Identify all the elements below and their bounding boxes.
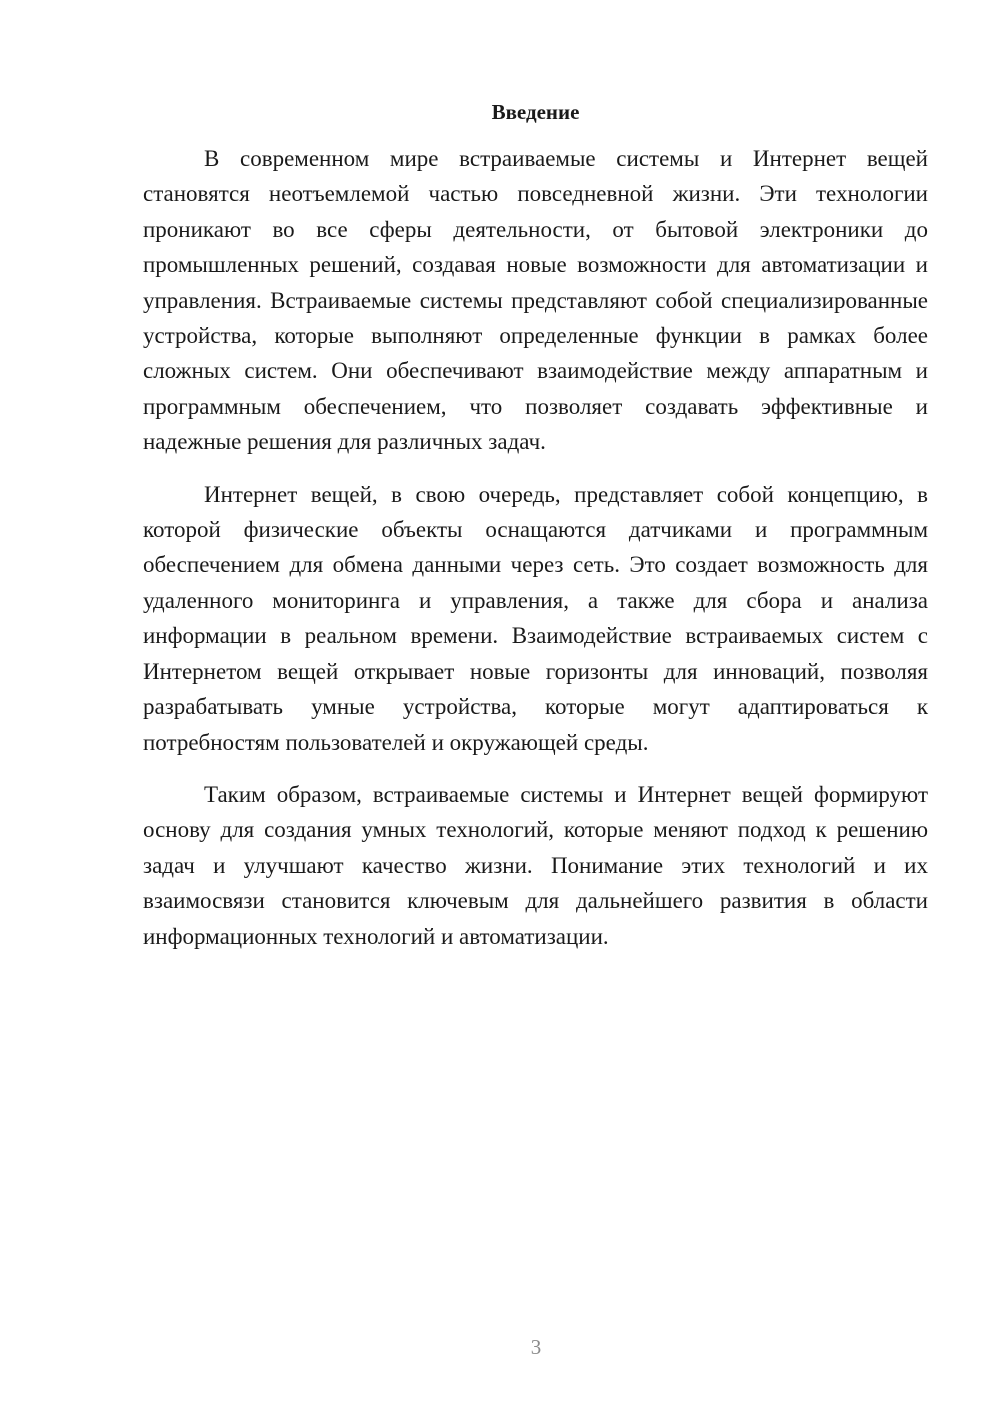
paragraph-conclusion: Таким образом, встраиваемые системы и Интернет вещей формируют основу для создания умных технологий, которые меняют подход к решению задач и улучшают качество жизни. Понимание этих технологий и их взаимосвязи становится ключевым для дальнейшего развития в области информационных технологий и автоматизации. — [143, 781, 928, 949]
paragraph-embedded-systems: В современном мире встраиваемые системы и Интернет вещей становятся неотъемлемой частью повседневной жизни. Эти технологии проникают во все сферы деятельности, от бытовой электроники до промышленных решений, создавая новые возможности для автоматизации и управления. Встраиваемые системы представляют собой специализированные устройства, которые выполняют определенные функции в рамках более сложных систем. Они обеспечивают взаимодействие между аппаратным и программным обеспечением, что позволяет создавать эффективные и надежные решения для различных задач. — [143, 146, 928, 455]
section-heading: Введение — [491, 100, 580, 124]
page-number: 3 — [530, 1335, 542, 1359]
body-text — [143, 141, 928, 954]
paragraph-internet-of-things: Интернет вещей, в свою очередь, представляет собой концепцию, в которой физические объекты оснащаются датчиками и программным обеспечением для обмена данными через сеть. Это создает возможность для удаленного мониторинга и управления, а также для сбора и анализа информации в реальном времени. Взаимодействие встраиваемых систем с Интернетом вещей открывает новые горизонты для инноваций, позволяя разрабатывать умные устройства, которые могут адаптироваться к потребностям пользователей и окружающей среды. — [143, 481, 928, 755]
